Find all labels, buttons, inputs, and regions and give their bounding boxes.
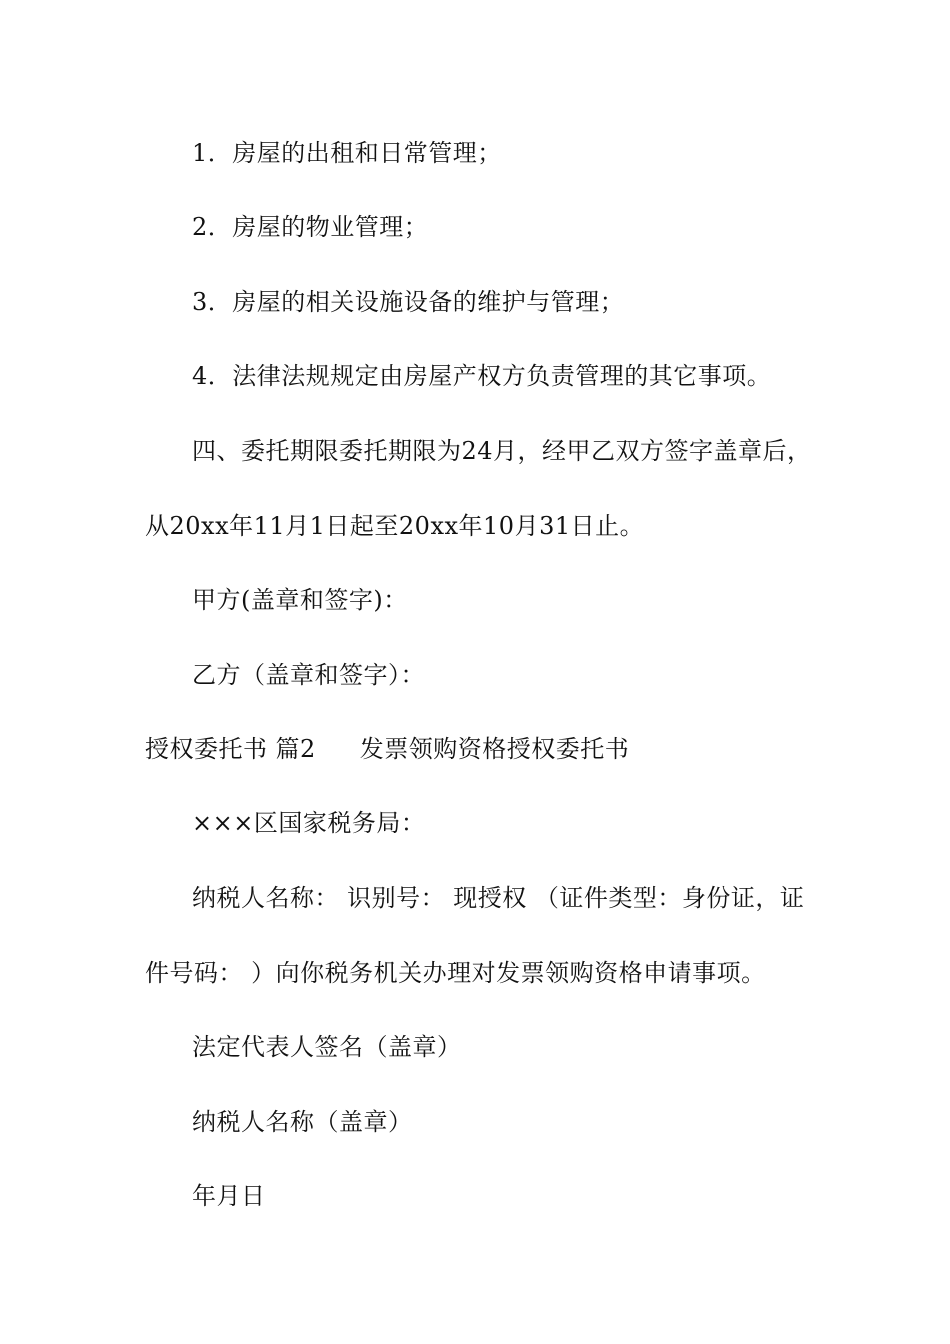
list-item-1: 1．房屋的出租和日常管理； <box>192 139 502 167</box>
section-heading-subtitle: 发票领购资格授权委托书 <box>359 735 630 763</box>
recipient-line: ×××区国家税务局： <box>192 809 426 837</box>
authorization-line-1: 纳税人名称： 识别号： 现授权 （证件类型：身份证，证 <box>192 884 805 912</box>
authorization-line-2: 件号码： ）向你税务机关办理对发票领购资格申请事项。 <box>145 959 766 987</box>
party-b-signature-line: 乙方（盖章和签字）： <box>192 661 425 689</box>
paragraph-term-line-2: 从20xx年11月1日起至20xx年10月31日止。 <box>145 512 645 540</box>
list-item-3: 3．房屋的相关设施设备的维护与管理； <box>192 288 625 316</box>
section-heading-title: 授权委托书 <box>145 735 268 763</box>
date-line: 年月日 <box>192 1182 266 1210</box>
paragraph-term-line-1: 四、委托期限委托期限为24月，经甲乙双方签字盖章后， <box>192 437 812 465</box>
taxpayer-name-seal: 纳税人名称（盖章） <box>192 1108 413 1136</box>
party-a-signature-line: 甲方(盖章和签字)： <box>192 586 408 614</box>
list-item-2: 2．房屋的物业管理； <box>192 213 429 241</box>
list-item-4: 4．法律法规规定由房屋产权方负责管理的其它事项。 <box>192 362 772 390</box>
section-heading-number: 篇2 <box>275 735 316 763</box>
section-heading <box>145 734 629 764</box>
legal-representative-signature: 法定代表人签名（盖章） <box>192 1033 462 1061</box>
